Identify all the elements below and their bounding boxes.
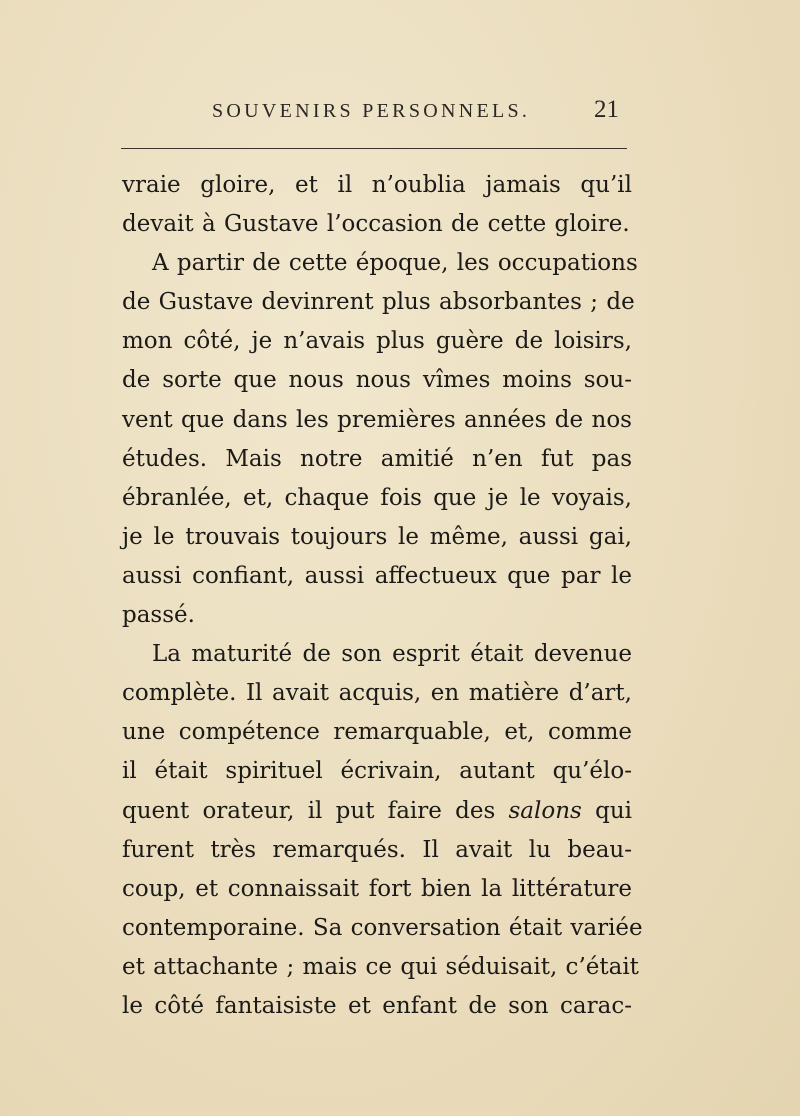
page-number: 21 [594, 96, 619, 123]
text-line: vent que dans les premières années de nos [122, 406, 632, 433]
text-line: coup, et connaissait fort bien la littérature [122, 875, 632, 902]
text-line: de sorte que nous nous vîmes moins sou- [122, 367, 632, 394]
text-line: une compétence remarquable, et, comme [122, 719, 632, 746]
text-line: passé. [122, 602, 195, 629]
text-line: furent très remarqués. Il avait lu beau- [122, 836, 632, 863]
running-title: SOUVENIRS PERSONNELS. [212, 100, 531, 122]
text-line: devait à Gustave l’occasion de cette gloire. [122, 211, 630, 238]
running-head [0, 98, 800, 128]
text-line: je le trouvais toujours le même, aussi gai, [122, 523, 632, 550]
text-line: le côté fantaisiste et enfant de son carac- [122, 992, 632, 1019]
text-line: aussi confiant, aussi affectueux que par le [122, 562, 632, 589]
text-line: complète. Il avait acquis, en matière d’art, [122, 680, 632, 707]
text-line: il était spirituel écrivain, autant qu’élo- [122, 758, 632, 785]
text-line: A partir de cette époque, les occupations [152, 250, 638, 277]
text-line: et attachante ; mais ce qui séduisait, c’était [122, 953, 639, 980]
text-line: études. Mais notre amitié n’en fut pas [122, 445, 632, 472]
text-line: ébranlée, et, chaque fois que je le voyais, [122, 484, 632, 511]
text-line: contemporaine. Sa conversation était variée [122, 914, 643, 941]
text-line: de Gustave devinrent plus absorbantes ; de [122, 289, 635, 316]
text-segment: qui [595, 797, 632, 824]
italic-word: salons [508, 797, 582, 824]
text-line: mon côté, je n’avais plus guère de loisirs, [122, 328, 632, 355]
text-line: La maturité de son esprit était devenue [152, 641, 632, 668]
page-text [122, 166, 643, 1026]
text-segment: quent orateur, il put faire des [122, 797, 496, 824]
text-line [122, 792, 632, 831]
header-rule [121, 148, 627, 149]
text-line: vraie gloire, et il n’oublia jamais qu’il [122, 172, 632, 198]
